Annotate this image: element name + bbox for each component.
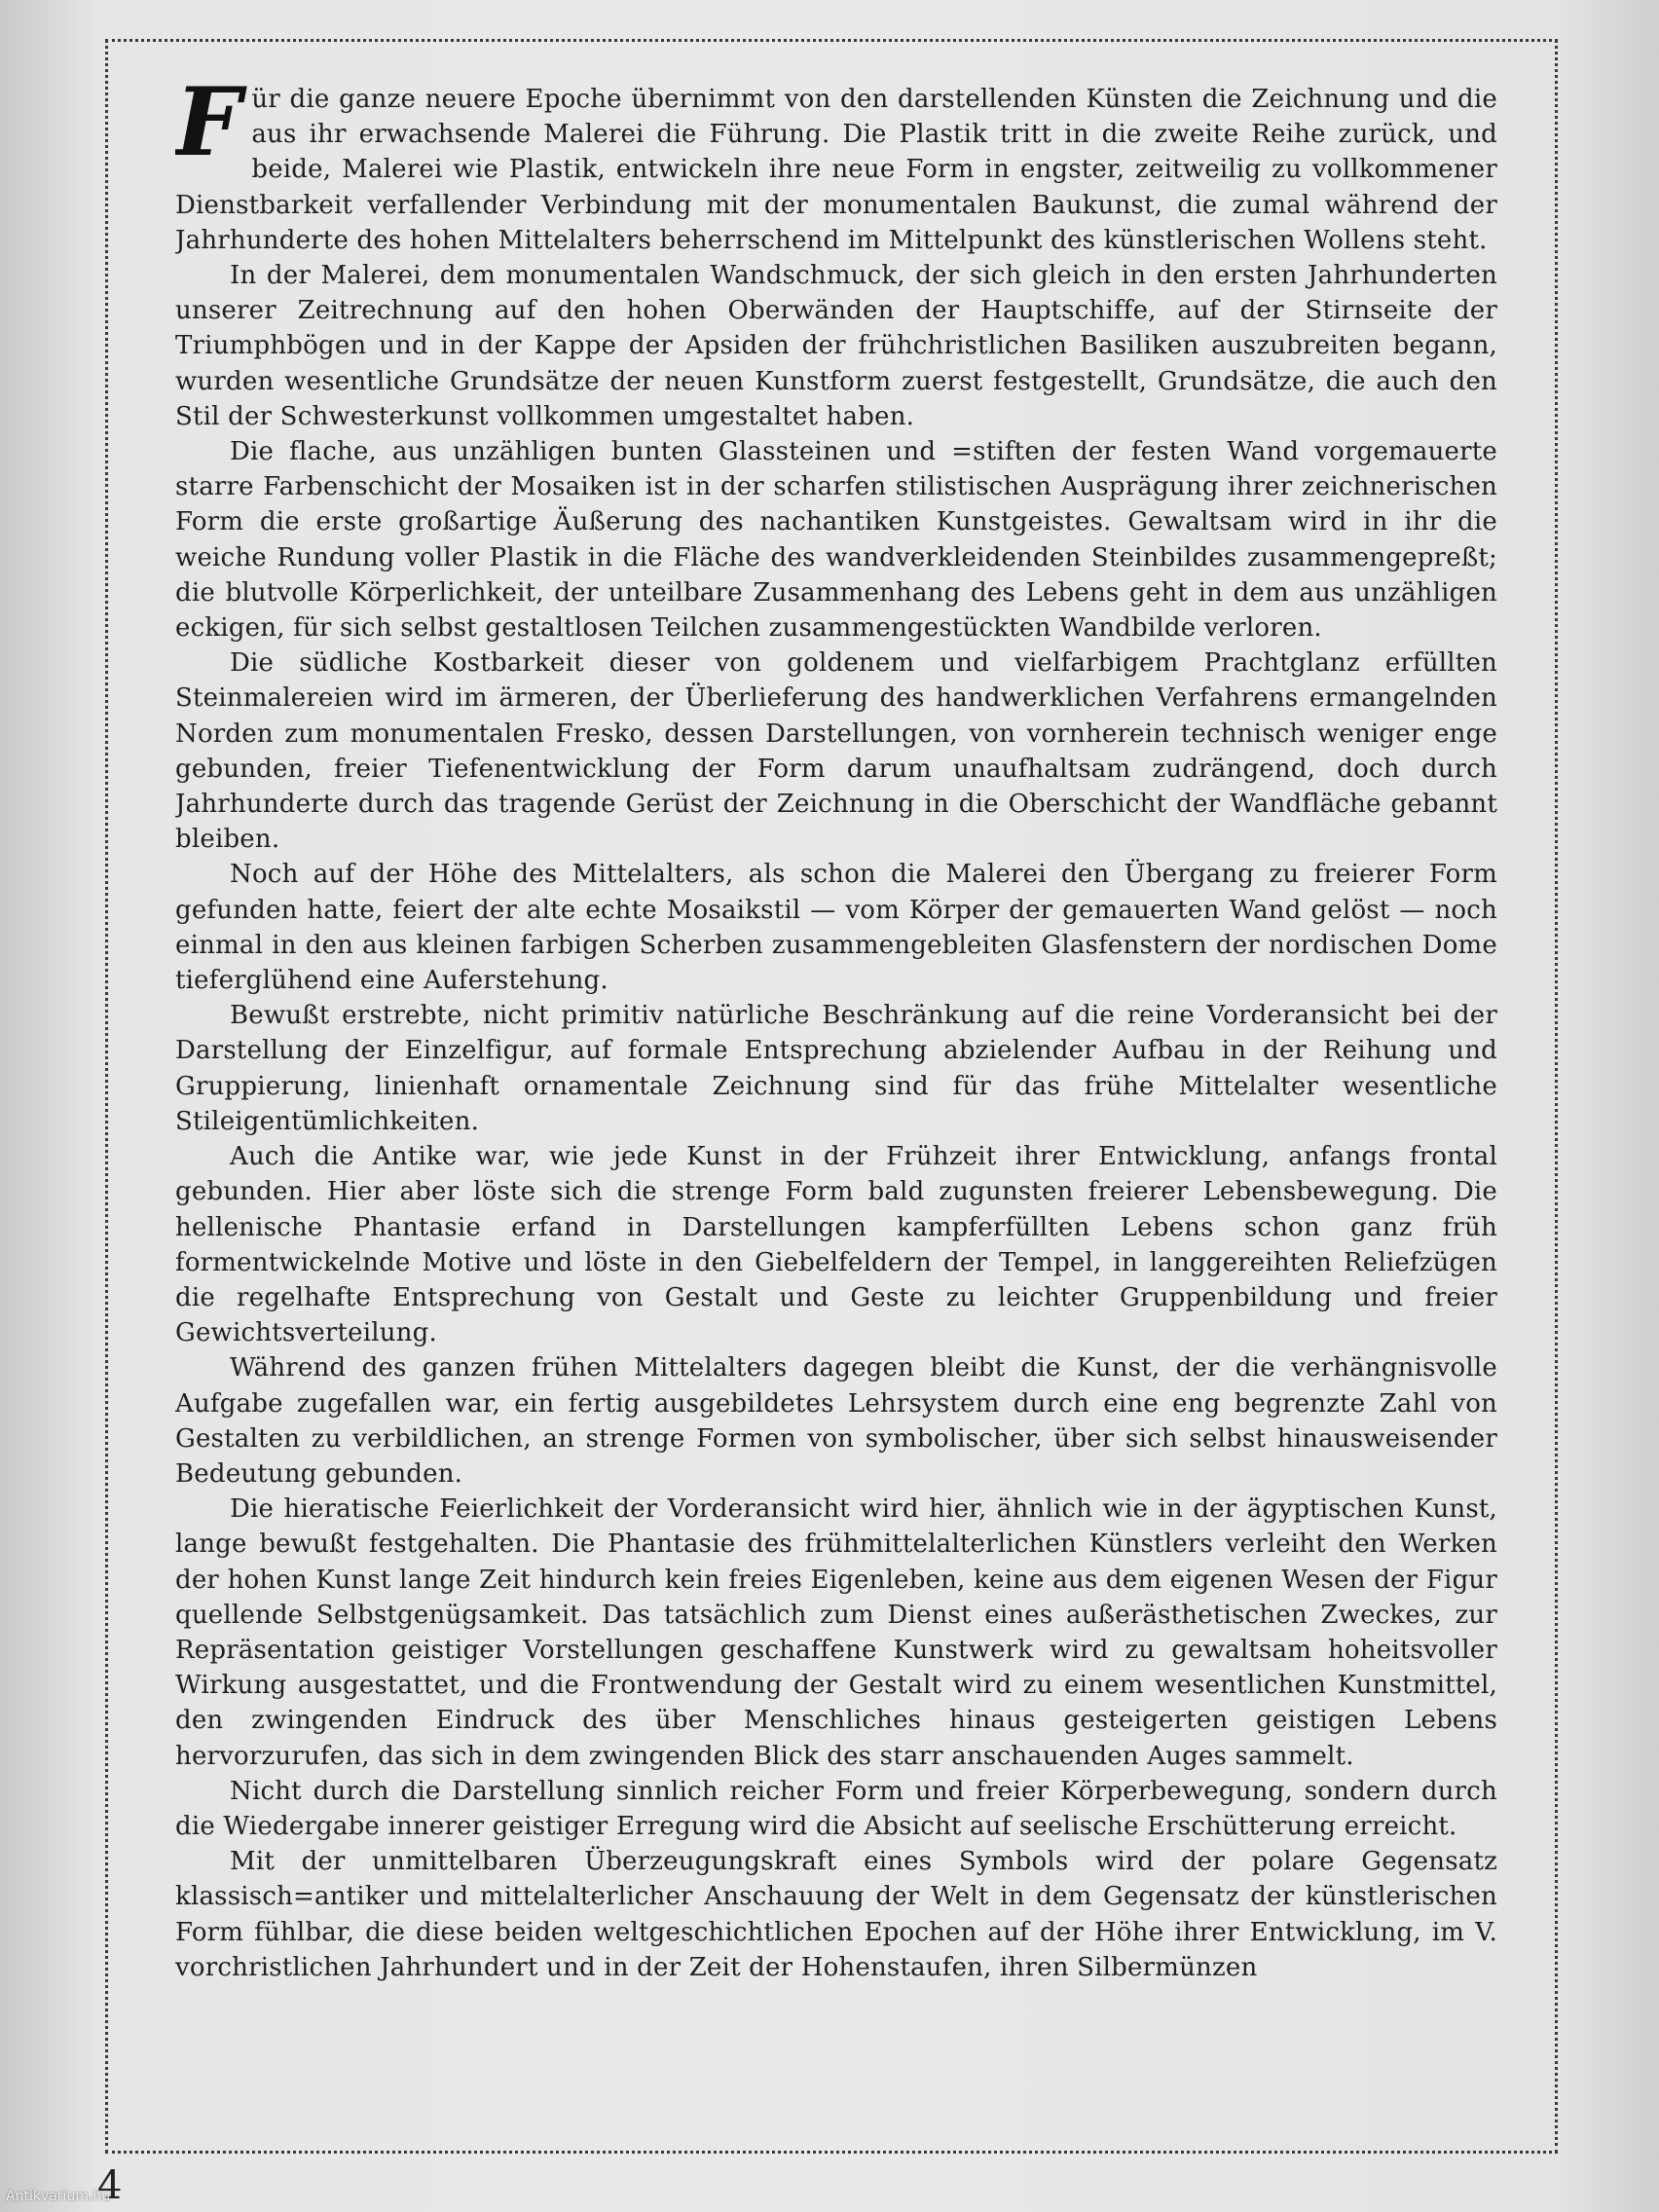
- paragraph-1-text: ür die ganze neuere Epoche übernimmt von den darstellenden Künsten die Zeichnung und die aus ihr erwachsende Malerei die Führung. Die Plastik tritt in die zweite Reihe zurück, und beide, Malerei wie Plastik, entwickeln ihre neue Form in engster, zeitweilig zu vollkommener Dienstbarkeit verfallender Verbindung mit der monumentalen Baukunst, die zumal während der Jahrhunderte des hohen Mittelalters beherrschend im Mittelpunkt des künstlerischen Wollens steht.: [175, 85, 1497, 255]
- paragraph-5: Noch auf der Höhe des Mittelalters, als schon die Malerei den Übergang zu freierer Form gefunden hatte, feiert der alte echte Mosaikstil — vom Körper der gemauerten Wand gelöst — noch einmal in den aus kleinen farbigen Scherben zusammengebleiten Glasfenstern der nordischen Dome tieferglühend eine Auferstehung.: [175, 860, 1497, 996]
- paragraph-6: Bewußt erstrebte, nicht primitiv natürliche Beschränkung auf die reine Vorderansicht bei der Darstellung der Einzelfigur, auf formale Entsprechung abzielender Aufbau in der Reihung und Gruppierung, linienhaft ornamentale Zeichnung sind für das frühe Mittelalter wesentliche Stileigentümlichkeiten.: [175, 1001, 1497, 1136]
- body-text: [175, 82, 1497, 2131]
- paragraph-3: Die flache, aus unzähligen bunten Glassteinen und =stiften der festen Wand vorgemauerte starre Farbenschicht der Mosaiken ist in der scharfen stilistischen Ausprägung ihrer zeichnerischen Form die erste großartige Äußerung des nachantiken Kunstgeistes. Gewaltsam wird in ihr die weiche Rundung voller Plastik in die Fläche des wandverkleidenden Steinbildes zusammengepreßt; die blutvolle Körperlichkeit, der unteilbare Zusammenhang des Lebens geht in dem aus unzähligen eckigen, für sich selbst gestaltlosen Teilchen zusammengestückten Wandbilde verloren.: [175, 437, 1497, 644]
- paragraph-8: Während des ganzen frühen Mittelalters dagegen bleibt die Kunst, der die verhängnisvolle Aufgabe zugefallen war, ein fertig ausgebildetes Lehrsystem durch eine eng begrenzte Zahl von Gestalten zu verbildlichen, an strenge Formen von symbolischer, über sich selbst hinausweisender Bedeutung gebunden.: [175, 1353, 1497, 1489]
- drop-cap: F: [175, 82, 242, 177]
- paragraph-1: [175, 82, 1497, 258]
- paragraph-11: Mit der unmittelbaren Überzeugungskraft eines Symbols wird der polare Gegensatz klassisch=antiker und mittelalterlicher Anschauung der Welt in dem Gegensatz der künstlerischen Form fühlbar, die diese beiden weltgeschichtlichen Epochen auf der Höhe ihrer Entwicklung, im V. vorchristlichen Jahrhundert und in der Zeit der Hohenstaufen, ihren Silbermünzen: [175, 1847, 1497, 1982]
- paragraph-9: Die hieratische Feierlichkeit der Vorderansicht wird hier, ähnlich wie in der ägyptischen Kunst, lange bewußt festgehalten. Die Phantasie des frühmittelalterlichen Künstlers verleiht den Werken der hohen Kunst lange Zeit hindurch kein freies Eigenleben, keine aus dem eigenen Wesen der Figur quellende Selbstgenügsamkeit. Das tatsächlich zum Dienst eines außerästhetischen Zweckes, zur Repräsentation geistiger Vorstellungen geschaffene Kunstwerk wird zu gewaltsam hoheitsvoller Wirkung ausgestattet, und die Frontwendung der Gestalt wird zu einem wesentlichen Kunstmittel, den zwingenden Eindruck des über Menschliches hinaus gesteigerten geistigen Lebens hervorzurufen, das sich in dem zwingenden Blick des starr anschauenden Auges sammelt.: [175, 1494, 1497, 1771]
- paragraph-2: In der Malerei, dem monumentalen Wandschmuck, der sich gleich in den ersten Jahrhunderten unserer Zeitrechnung auf den hohen Oberwänden der Hauptschiffe, auf der Stirnseite der Triumphbögen und in der Kappe der Apsiden der frühchristlichen Basiliken auszubreiten begann, wurden wesentliche Grundsätze der neuen Kunstform zuerst festgestellt, Grundsätze, die auch den Stil der Schwesterkunst vollkommen umgestaltet haben.: [175, 261, 1497, 431]
- page-number: 4: [97, 2163, 123, 2208]
- paragraph-7: Auch die Antike war, wie jede Kunst in der Frühzeit ihrer Entwicklung, anfangs frontal gebunden. Hier aber löste sich die strenge Form bald zugunsten freierer Lebensbewegung. Die hellenische Phantasie erfand in Darstellungen kampferfüllten Lebens schon ganz früh formentwickelnde Motive und löste in den Giebelfeldern der Tempel, in langgereihten Reliefzügen die regelhafte Entsprechung von Gestalt und Geste zu leichter Gruppenbildung und freier Gewichtsverteilung.: [175, 1142, 1497, 1348]
- watermark: Antikvarium.hu: [6, 2189, 111, 2204]
- paragraph-10: Nicht durch die Darstellung sinnlich reicher Form und freier Körperbewegung, sondern durch die Wiedergabe innerer geistiger Erregung wird die Absicht auf seelische Erschütterung erreicht.: [175, 1776, 1497, 1841]
- paragraph-4: Die südliche Kostbarkeit dieser von goldenem und vielfarbigem Prachtglanz erfüllten Steinmalereien wird im ärmeren, der Überlieferung des handwerklichen Verfahrens ermangelnden Norden zum monumentalen Fresko, dessen Darstellungen, von vornherein technisch weniger enge gebunden, freier Tiefenentwicklung der Form darum unaufhaltsam zudrängend, doch durch Jahrhunderte durch das tragende Gerüst der Zeichnung in die Oberschicht der Wandfläche gebannt bleiben.: [175, 648, 1497, 855]
